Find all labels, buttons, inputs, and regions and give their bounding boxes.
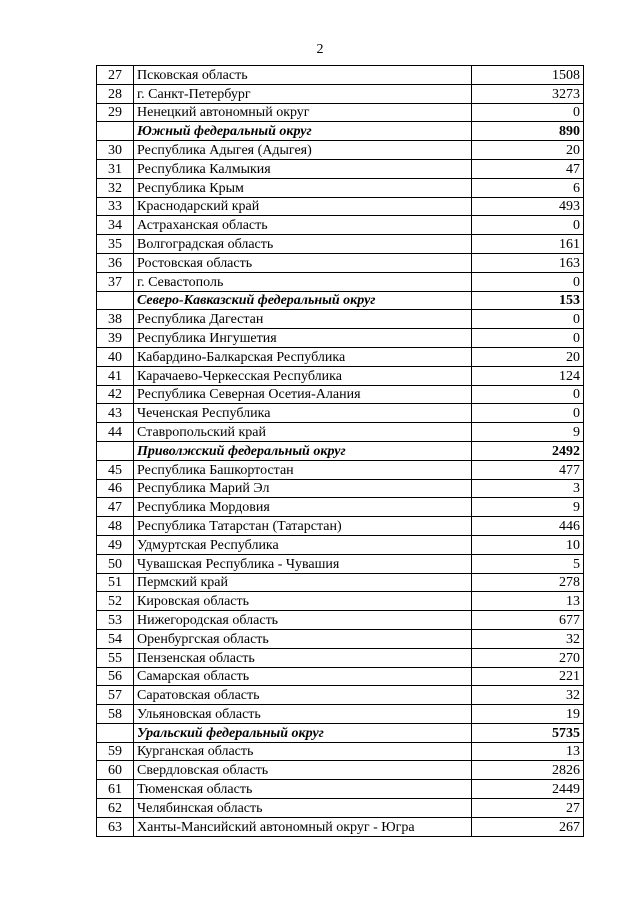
region-name: Ханты-Мансийский автономный округ - Югра: [134, 817, 472, 836]
region-value: 278: [472, 573, 584, 592]
table-row: [97, 347, 584, 366]
region-name: Ростовская область: [134, 253, 472, 272]
row-number: 49: [97, 535, 134, 554]
region-value: 0: [472, 404, 584, 423]
region-value: 0: [472, 310, 584, 329]
table-row: [97, 498, 584, 517]
district-row: [97, 291, 584, 310]
region-value: 9: [472, 423, 584, 442]
region-value: 32: [472, 686, 584, 705]
row-number: 36: [97, 253, 134, 272]
row-number: 55: [97, 648, 134, 667]
region-value: 3273: [472, 84, 584, 103]
table-row: [97, 66, 584, 85]
row-number: 44: [97, 423, 134, 442]
row-number: 54: [97, 629, 134, 648]
row-number: 29: [97, 103, 134, 122]
region-name: Саратовская область: [134, 686, 472, 705]
region-name: Чеченская Республика: [134, 404, 472, 423]
district-total: 2492: [472, 441, 584, 460]
region-value: 677: [472, 611, 584, 630]
region-value: 20: [472, 141, 584, 160]
row-number: 58: [97, 705, 134, 724]
table-row: [97, 517, 584, 536]
table-row: [97, 554, 584, 573]
region-value: 1508: [472, 66, 584, 85]
region-value: 47: [472, 159, 584, 178]
region-name: Ставропольский край: [134, 423, 472, 442]
district-name: Северо-Кавказский федеральный округ: [134, 291, 472, 310]
regions-table: [96, 65, 584, 837]
region-name: Республика Крым: [134, 178, 472, 197]
row-number: 60: [97, 761, 134, 780]
table-row: [97, 686, 584, 705]
table-row: [97, 611, 584, 630]
district-row: [97, 441, 584, 460]
region-value: 161: [472, 235, 584, 254]
table-row: [97, 235, 584, 254]
region-name: Республика Башкортостан: [134, 460, 472, 479]
table-row: [97, 423, 584, 442]
region-value: 270: [472, 648, 584, 667]
table-row: [97, 817, 584, 836]
row-number: 56: [97, 667, 134, 686]
region-value: 163: [472, 253, 584, 272]
table-row: [97, 629, 584, 648]
table-row: [97, 272, 584, 291]
region-name: Нижегородская область: [134, 611, 472, 630]
region-name: Оренбургская область: [134, 629, 472, 648]
region-value: 27: [472, 799, 584, 818]
region-value: 3: [472, 479, 584, 498]
region-name: Республика Ингушетия: [134, 329, 472, 348]
table-row: [97, 404, 584, 423]
row-number: 59: [97, 742, 134, 761]
table-row: [97, 159, 584, 178]
region-name: Республика Адыгея (Адыгея): [134, 141, 472, 160]
district-name: Приволжский федеральный округ: [134, 441, 472, 460]
region-name: Карачаево-Черкесская Республика: [134, 366, 472, 385]
table-row: [97, 178, 584, 197]
region-value: 2449: [472, 780, 584, 799]
table-row: [97, 329, 584, 348]
row-number: 38: [97, 310, 134, 329]
table-row: [97, 667, 584, 686]
region-name: Пензенская область: [134, 648, 472, 667]
region-name: Курганская область: [134, 742, 472, 761]
table-row: [97, 460, 584, 479]
table-row: [97, 573, 584, 592]
region-name: Республика Калмыкия: [134, 159, 472, 178]
region-value: 0: [472, 103, 584, 122]
table-row: [97, 84, 584, 103]
district-total: 153: [472, 291, 584, 310]
row-number: 62: [97, 799, 134, 818]
row-number: 45: [97, 460, 134, 479]
regions-table-body: [97, 66, 584, 837]
region-name: г. Севастополь: [134, 272, 472, 291]
region-value: 9: [472, 498, 584, 517]
region-name: Свердловская область: [134, 761, 472, 780]
region-value: 477: [472, 460, 584, 479]
row-number: 51: [97, 573, 134, 592]
region-name: Челябинская область: [134, 799, 472, 818]
region-value: 5: [472, 554, 584, 573]
row-number: 41: [97, 366, 134, 385]
region-value: 124: [472, 366, 584, 385]
table-row: [97, 253, 584, 272]
row-number: 61: [97, 780, 134, 799]
row-number: 52: [97, 592, 134, 611]
region-name: Кировская область: [134, 592, 472, 611]
region-value: 32: [472, 629, 584, 648]
row-number: 35: [97, 235, 134, 254]
region-value: 0: [472, 329, 584, 348]
row-number: 43: [97, 404, 134, 423]
district-row: [97, 122, 584, 141]
region-name: Республика Татарстан (Татарстан): [134, 517, 472, 536]
table-row: [97, 216, 584, 235]
region-name: Республика Мордовия: [134, 498, 472, 517]
row-number: 27: [97, 66, 134, 85]
row-number: 33: [97, 197, 134, 216]
table-row: [97, 141, 584, 160]
table-row: [97, 705, 584, 724]
row-number: 40: [97, 347, 134, 366]
row-number: 57: [97, 686, 134, 705]
region-value: 6: [472, 178, 584, 197]
district-row: [97, 723, 584, 742]
region-value: 0: [472, 272, 584, 291]
district-total: 890: [472, 122, 584, 141]
region-value: 19: [472, 705, 584, 724]
region-name: Ненецкий автономный округ: [134, 103, 472, 122]
region-name: Пермский край: [134, 573, 472, 592]
table-row: [97, 535, 584, 554]
region-name: Республика Дагестан: [134, 310, 472, 329]
table-row: [97, 479, 584, 498]
region-value: 0: [472, 385, 584, 404]
row-number: 48: [97, 517, 134, 536]
region-name: г. Санкт-Петербург: [134, 84, 472, 103]
table-row: [97, 780, 584, 799]
row-number: 30: [97, 141, 134, 160]
table-row: [97, 761, 584, 780]
region-name: Тюменская область: [134, 780, 472, 799]
region-name: Республика Северная Осетия-Алания: [134, 385, 472, 404]
region-value: 267: [472, 817, 584, 836]
row-number: 50: [97, 554, 134, 573]
row-number: 53: [97, 611, 134, 630]
region-value: 493: [472, 197, 584, 216]
region-value: 221: [472, 667, 584, 686]
region-name: Кабардино-Балкарская Республика: [134, 347, 472, 366]
region-value: 13: [472, 592, 584, 611]
district-name: Южный федеральный округ: [134, 122, 472, 141]
district-total: 5735: [472, 723, 584, 742]
row-number: 37: [97, 272, 134, 291]
region-name: Астраханская область: [134, 216, 472, 235]
page-number: 2: [316, 42, 324, 57]
row-number: [97, 291, 134, 310]
row-number: 63: [97, 817, 134, 836]
table-row: [97, 742, 584, 761]
table-row: [97, 592, 584, 611]
row-number: 28: [97, 84, 134, 103]
row-number: [97, 441, 134, 460]
row-number: 46: [97, 479, 134, 498]
table-row: [97, 103, 584, 122]
row-number: 39: [97, 329, 134, 348]
region-name: Удмуртская Республика: [134, 535, 472, 554]
region-name: Краснодарский край: [134, 197, 472, 216]
row-number: 47: [97, 498, 134, 517]
region-value: 0: [472, 216, 584, 235]
region-name: Самарская область: [134, 667, 472, 686]
table-row: [97, 799, 584, 818]
table-row: [97, 197, 584, 216]
table-row: [97, 310, 584, 329]
row-number: 42: [97, 385, 134, 404]
district-name: Уральский федеральный округ: [134, 723, 472, 742]
region-value: 2826: [472, 761, 584, 780]
region-name: Чувашская Республика - Чувашия: [134, 554, 472, 573]
region-value: 10: [472, 535, 584, 554]
region-name: Ульяновская область: [134, 705, 472, 724]
row-number: 34: [97, 216, 134, 235]
table-row: [97, 366, 584, 385]
table-row: [97, 385, 584, 404]
region-name: Псковская область: [134, 66, 472, 85]
table-row: [97, 648, 584, 667]
region-value: 13: [472, 742, 584, 761]
region-name: Волгоградская область: [134, 235, 472, 254]
row-number: [97, 122, 134, 141]
row-number: [97, 723, 134, 742]
region-value: 446: [472, 517, 584, 536]
row-number: 31: [97, 159, 134, 178]
region-value: 20: [472, 347, 584, 366]
region-name: Республика Марий Эл: [134, 479, 472, 498]
row-number: 32: [97, 178, 134, 197]
